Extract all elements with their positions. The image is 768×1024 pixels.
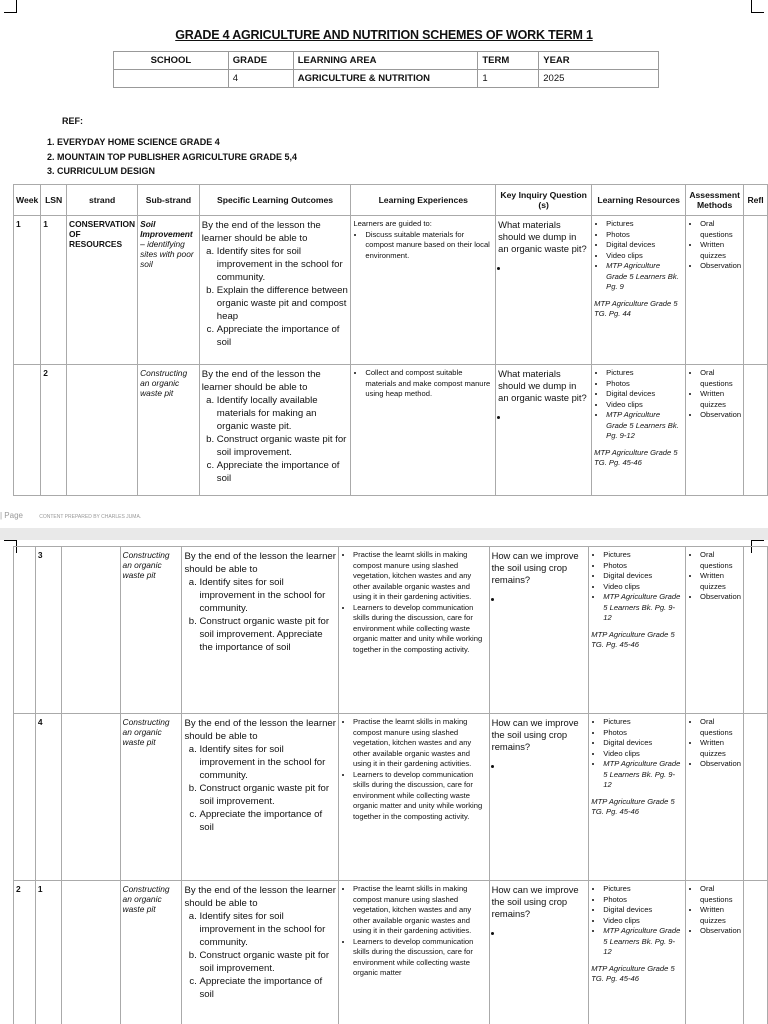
- resource-item-book: • MTP Agriculture Grade 5 Learners Bk. Pg. 9-12: [603, 592, 683, 624]
- header-lesson: LSN: [41, 185, 67, 216]
- cell-learning-experiences: [351, 365, 496, 496]
- page-gap: [0, 528, 768, 540]
- experiences-intro: Learners are guided to:: [353, 219, 432, 228]
- inquiry-bullet-list: [492, 594, 587, 606]
- table-header-row: [14, 185, 768, 216]
- experiences-list: [353, 230, 493, 262]
- header-assessment-methods: Assessment Methods: [686, 185, 744, 216]
- cell-key-inquiry-question: [496, 216, 592, 365]
- info-value-learning-area: AGRICULTURE & NUTRITION: [293, 70, 478, 88]
- list-item: b. Construct organic waste pit for soil improvement.: [199, 782, 336, 808]
- inquiry-bullet-list: [498, 412, 589, 424]
- cell-week: 2: [14, 881, 36, 1024]
- cell-assessment-methods: [686, 714, 744, 881]
- reference-item: 1. EVERYDAY HOME SCIENCE GRADE 4: [47, 137, 220, 147]
- cell-lesson: 1: [35, 881, 61, 1024]
- list-item: • Practise the learnt skills in making compost manure using slashed vegetation, kitchen wastes and any other available organic wastes and using it in their gardening activities.: [353, 884, 487, 937]
- resource-item: • Video clips: [606, 251, 683, 262]
- info-header-learning-area: LEARNING AREA: [293, 52, 478, 70]
- outcomes-list: [184, 910, 336, 1001]
- cell-sub-strand: [120, 547, 182, 714]
- teacher-guide-ref: MTP Agriculture Grade 5 TG. Pg. 45-46: [591, 796, 675, 816]
- cell-week: [14, 714, 36, 881]
- cell-assessment-methods: [686, 365, 744, 496]
- inquiry-question: How can we improve the soil using crop remains?: [491, 550, 579, 585]
- cell-key-inquiry-question: [489, 714, 589, 881]
- list-item: c. Appreciate the importance of soil: [199, 808, 336, 834]
- cell-learning-outcomes: [199, 216, 351, 365]
- cell-sub-strand: [120, 881, 182, 1024]
- footer-page-label: | Page: [0, 511, 23, 520]
- cell-reflection: [744, 547, 768, 714]
- list-item: • Discuss suitable materials for compost manure based on their local environment.: [365, 230, 493, 262]
- resources-list: [594, 219, 683, 293]
- cell-learning-outcomes: [199, 365, 351, 496]
- outcomes-intro: By the end of the lesson the learner should be able to: [201, 369, 321, 393]
- resource-item: • Video clips: [603, 749, 683, 760]
- cell-week: 1: [14, 216, 41, 365]
- cell-learning-resources: [589, 881, 686, 1024]
- assessment-item: • Oral questions: [700, 884, 741, 905]
- resource-item: • Digital devices: [606, 389, 683, 400]
- info-header-year: YEAR: [539, 52, 659, 70]
- sub-strand-text: Constructing an organic waste pit: [140, 368, 188, 398]
- cell-learning-outcomes: [182, 881, 339, 1024]
- cell-strand: CONSERVATION OF RESOURCES: [67, 216, 138, 365]
- assessment-item: • Oral questions: [700, 550, 741, 571]
- info-value-school: [114, 70, 229, 88]
- assessment-list: [688, 717, 741, 770]
- inquiry-bullet-list: [498, 263, 589, 275]
- outcomes-intro: By the end of the lesson the learner should be able to: [201, 220, 321, 244]
- resource-item: • Photos: [603, 728, 683, 739]
- cell-lesson: 3: [35, 547, 61, 714]
- cell-sub-strand: [138, 365, 200, 496]
- resource-item: • Video clips: [603, 916, 683, 927]
- table-row: [14, 714, 768, 881]
- inquiry-bullet: [510, 263, 589, 275]
- assessment-item: • Observation: [700, 410, 741, 421]
- list-item: b. Explain the difference between organic waste pit and compost heap: [217, 284, 349, 323]
- outcomes-list: [184, 743, 336, 834]
- list-item: a. Identify locally available materials for making an organic waste pit.: [217, 394, 349, 433]
- cell-sub-strand: [138, 216, 200, 365]
- inquiry-question: How can we improve the soil using crop remains?: [491, 884, 579, 919]
- teacher-guide-ref: MTP Agriculture Grade 5 TG. Pg. 45-46: [591, 963, 675, 983]
- cell-learning-experiences: [351, 216, 496, 365]
- header-learning-resources: Learning Resources: [592, 185, 686, 216]
- resource-item: • Digital devices: [603, 571, 683, 582]
- cell-week: [14, 547, 36, 714]
- inquiry-question: What materials should we dump in an organic waste pit?: [498, 219, 587, 254]
- list-item: b. Construct organic waste pit for soil improvement.: [199, 949, 336, 975]
- resource-item: • Photos: [603, 561, 683, 572]
- cell-learning-experiences: [339, 547, 490, 714]
- list-item: b. Construct organic waste pit for soil improvement.: [217, 433, 349, 459]
- assessment-item: • Written quizzes: [700, 905, 741, 926]
- cell-strand: [61, 714, 120, 881]
- assessment-item: • Observation: [700, 926, 741, 937]
- resource-item: • Photos: [606, 230, 683, 241]
- list-item: a. Identify sites for soil improvement in the school for community.: [199, 910, 336, 949]
- cell-reflection: [744, 881, 768, 1024]
- header-week: Week: [14, 185, 41, 216]
- list-item: a. Identify sites for soil improvement in the school for community.: [199, 743, 336, 782]
- resource-item-book: • MTP Agriculture Grade 5 Learners Bk. Pg. 9-12: [603, 759, 683, 791]
- list-item: c. Appreciate the importance of soil: [217, 323, 349, 349]
- resource-item-book: • MTP Agriculture Grade 5 Learners Bk. Pg. 9-12: [603, 926, 683, 958]
- cell-key-inquiry-question: [489, 547, 589, 714]
- resource-item: • Digital devices: [606, 240, 683, 251]
- assessment-list: [688, 884, 741, 937]
- cell-assessment-methods: [686, 881, 744, 1024]
- resources-list: [591, 550, 683, 624]
- cell-reflection: [744, 714, 768, 881]
- assessment-item: • Oral questions: [700, 219, 741, 240]
- resource-item: • Digital devices: [603, 738, 683, 749]
- reference-list: [47, 137, 297, 181]
- inquiry-bullet-list: [492, 761, 587, 773]
- resource-item: • Photos: [606, 379, 683, 390]
- cell-strand: [67, 365, 138, 496]
- resources-list: [591, 717, 683, 791]
- header-strand: strand: [67, 185, 138, 216]
- experiences-list: [353, 368, 493, 400]
- cell-learning-experiences: [339, 714, 490, 881]
- sub-strand-text: Constructing an organic waste pit: [122, 717, 170, 747]
- reference-item: 3. CURRICULUM DESIGN: [47, 166, 156, 176]
- info-header-grade: GRADE: [228, 52, 293, 70]
- cell-reflection: [744, 365, 768, 496]
- header-specific-learning-outcomes: Specific Learning Outcomes: [199, 185, 351, 216]
- inquiry-question: How can we improve the soil using crop remains?: [491, 717, 579, 752]
- scheme-table-page-2: [13, 546, 768, 1024]
- list-item: • Learners to develop communication skills during the discussion, care for environment while collecting waste organic matter and unity while working together in the composting activity.: [353, 603, 487, 656]
- resources-list: [594, 368, 683, 442]
- cell-learning-resources: [592, 216, 686, 365]
- assessment-item: • Written quizzes: [700, 571, 741, 592]
- header-key-inquiry-question: Key Inquiry Question (s): [496, 185, 592, 216]
- list-item: • Practise the learnt skills in making compost manure using slashed vegetation, kitchen wastes and any other available organic wastes and using it in their gardening activities.: [353, 550, 487, 603]
- assessment-item: • Observation: [700, 261, 741, 272]
- assessment-item: • Observation: [700, 592, 741, 603]
- cell-lesson: 4: [35, 714, 61, 881]
- list-item: b. Construct organic waste pit for soil improvement. Appreciate the importance of soil: [199, 615, 336, 654]
- info-header-term: TERM: [478, 52, 539, 70]
- cell-learning-outcomes: [182, 714, 339, 881]
- assessment-item: • Written quizzes: [700, 738, 741, 759]
- info-value-row: [114, 70, 659, 88]
- ref-label: REF:: [62, 116, 83, 126]
- assessment-list: [688, 219, 741, 272]
- list-item: • Practise the learnt skills in making compost manure using slashed vegetation, kitchen wastes and any other available organic wastes and using it in their gardening activities.: [353, 717, 487, 770]
- resource-item: • Pictures: [603, 550, 683, 561]
- resource-item-book: • MTP Agriculture Grade 5 Learners Bk. Pg. 9-12: [606, 410, 683, 442]
- inquiry-question: What materials should we dump in an organic waste pit?: [498, 368, 587, 403]
- teacher-guide-ref: MTP Agriculture Grade 5 TG. Pg. 45-46: [591, 629, 675, 649]
- list-item: • Learners to develop communication skills during the discussion, care for environment while collecting waste organic matter: [353, 937, 487, 979]
- assessment-item: • Oral questions: [700, 368, 741, 389]
- resource-item: • Pictures: [606, 368, 683, 379]
- resource-item: • Photos: [603, 895, 683, 906]
- sub-strand-text: Constructing an organic waste pit: [122, 550, 170, 580]
- list-item: • Collect and compost suitable materials and make compost manure using heap method.: [365, 368, 493, 400]
- cell-learning-resources: [589, 714, 686, 881]
- resource-item: • Pictures: [606, 219, 683, 230]
- inquiry-bullet: [510, 412, 589, 424]
- cell-lesson: 1: [41, 216, 67, 365]
- cell-assessment-methods: [686, 547, 744, 714]
- inquiry-bullet: [504, 761, 587, 773]
- sub-strand-title: Soil Improvement: [140, 219, 193, 239]
- cell-learning-resources: [592, 365, 686, 496]
- table-row: [14, 547, 768, 714]
- inquiry-bullet: [504, 928, 587, 940]
- outcomes-list: [202, 245, 349, 349]
- cell-learning-resources: [589, 547, 686, 714]
- crop-mark: [4, 0, 17, 13]
- info-value-term: 1: [478, 70, 539, 88]
- assessment-item: • Oral questions: [700, 717, 741, 738]
- info-header-school: SCHOOL: [114, 52, 229, 70]
- teacher-guide-ref: MTP Agriculture Grade 5 TG. Pg. 45-46: [594, 447, 678, 467]
- list-item: c. Appreciate the importance of soil: [199, 975, 336, 1001]
- assessment-list: [688, 550, 741, 603]
- assessment-list: [688, 368, 741, 421]
- crop-mark: [751, 0, 764, 13]
- list-item: • Learners to develop communication skills during the discussion, care for environment while collecting waste organic matter and unity while working together in the composting activity.: [353, 770, 487, 823]
- inquiry-bullet-list: [492, 928, 587, 940]
- cell-learning-experiences: [339, 881, 490, 1024]
- footer-credit: CONTENT PREPARED BY CHARLES JUMA.: [39, 514, 142, 520]
- table-row: [14, 216, 768, 365]
- outcomes-intro: By the end of the lesson the learner should be able to: [184, 551, 336, 575]
- assessment-item: • Written quizzes: [700, 240, 741, 261]
- outcomes-intro: By the end of the lesson the learner should be able to: [184, 718, 336, 742]
- reference-item: 2. MOUNTAIN TOP PUBLISHER AGRICULTURE GRADE 5,4: [47, 151, 298, 162]
- cell-key-inquiry-question: [496, 365, 592, 496]
- experiences-list: [341, 717, 487, 822]
- resource-item: • Pictures: [603, 717, 683, 728]
- table-row: [14, 881, 768, 1024]
- experiences-list: [341, 550, 487, 655]
- document-title: GRADE 4 AGRICULTURE AND NUTRITION SCHEMES OF WORK TERM 1: [175, 28, 593, 42]
- cell-key-inquiry-question: [489, 881, 589, 1024]
- scheme-table-page-1: [13, 184, 768, 496]
- list-item: a. Identify sites for soil improvement in the school for community.: [217, 245, 349, 284]
- list-item: a. Identify sites for soil improvement in the school for community.: [199, 576, 336, 615]
- resource-item: • Video clips: [606, 400, 683, 411]
- assessment-item: • Observation: [700, 759, 741, 770]
- cell-lesson: 2: [41, 365, 67, 496]
- experiences-list: [341, 884, 487, 979]
- table-row: [14, 365, 768, 496]
- header-sub-strand: Sub-strand: [138, 185, 200, 216]
- resource-item: • Video clips: [603, 582, 683, 593]
- info-value-year: 2025: [539, 70, 659, 88]
- cell-sub-strand: [120, 714, 182, 881]
- resource-item: • Digital devices: [603, 905, 683, 916]
- resource-item-book: • MTP Agriculture Grade 5 Learners Bk. Pg. 9: [606, 261, 683, 293]
- info-table: [113, 51, 659, 88]
- assessment-item: • Written quizzes: [700, 389, 741, 410]
- cell-week: [14, 365, 41, 496]
- header-reflection: Refl: [744, 185, 768, 216]
- cell-reflection: [744, 216, 768, 365]
- header-learning-experiences: Learning Experiences: [351, 185, 496, 216]
- outcomes-list: [184, 576, 336, 654]
- outcomes-intro: By the end of the lesson the learner should be able to: [184, 885, 336, 909]
- info-header-row: [114, 52, 659, 70]
- resource-item: • Pictures: [603, 884, 683, 895]
- page-footer: [0, 511, 141, 520]
- info-value-grade: 4: [228, 70, 293, 88]
- list-item: c. Appreciate the importance of soil: [217, 459, 349, 485]
- cell-learning-outcomes: [182, 547, 339, 714]
- cell-strand: [61, 547, 120, 714]
- cell-strand: [61, 881, 120, 1024]
- document-page-2: [0, 540, 768, 1024]
- teacher-guide-ref: MTP Agriculture Grade 5 TG. Pg. 44: [594, 298, 678, 318]
- inquiry-bullet: [504, 594, 587, 606]
- sub-strand-text: Constructing an organic waste pit: [122, 884, 170, 914]
- resources-list: [591, 884, 683, 958]
- outcomes-list: [202, 394, 349, 485]
- sub-strand-text: – identifying sites with poor soil: [140, 239, 194, 269]
- cell-assessment-methods: [686, 216, 744, 365]
